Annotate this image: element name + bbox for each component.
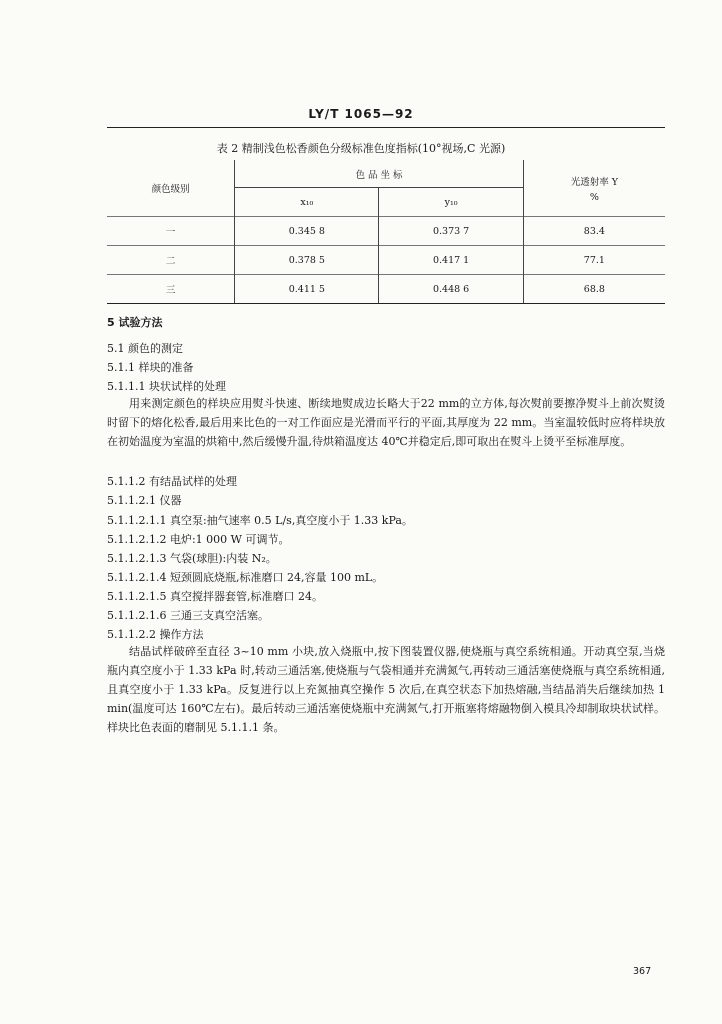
subsection-heading: 5.1 颜色的测定 — [107, 342, 183, 355]
list-item: 5.1.1.2.1.6 三通三支真空活塞。 — [107, 609, 269, 622]
list-item: 5.1.1.2.1.4 短颈圆底烧瓶,标准磨口 24,容量 100 mL。 — [107, 571, 384, 584]
subsection-heading: 5.1.1.2.1 仪器 — [107, 494, 182, 507]
page-number: 367 — [633, 966, 652, 977]
table-row — [107, 275, 665, 304]
table-caption: 表 2 精制浅色松香颜色分级标准色度指标(10°视场,C 光源) — [216, 142, 506, 155]
y-cell: 0.448 6 — [379, 275, 523, 304]
grade-cell: 三 — [107, 275, 235, 304]
list-item: 5.1.1.2.1.1 真空泵:抽气速率 0.5 L/s,真空度小于 1.33 kPa。 — [107, 514, 413, 527]
subsection-heading: 5.1.1 样块的准备 — [107, 361, 194, 374]
trans-cell: 83.4 — [523, 217, 665, 246]
section-heading: 5 试验方法 — [107, 316, 163, 329]
col-y-header: y₁₀ — [379, 188, 523, 217]
list-item: 5.1.1.2.1.2 电炉:1 000 W 可调节。 — [107, 533, 290, 546]
x-cell: 0.345 8 — [235, 217, 379, 246]
paragraph: 用来测定颜色的样块应用熨斗快速、断续地熨成边长略大于22 mm的立方体,每次熨前要擦净熨斗上前次熨烫时留下的熔化松香,最后用来比色的一对工作面应是光滑而平行的平面,其厚度为 22 mm。当室温较低时应将样块放在初始温度为室温的烘箱中,然后缓慢升温,待烘箱温度达 40℃并稳定后,即可取出在熨斗上烫平至标准厚度。 — [107, 397, 665, 448]
subsection-heading: 5.1.1.1 块状试样的处理 — [107, 380, 226, 393]
chroma-table — [107, 160, 665, 304]
table-row — [107, 246, 665, 275]
standard-header: LY/T 1065—92 — [308, 107, 414, 121]
grade-cell: 一 — [107, 217, 235, 246]
header-rule — [107, 127, 665, 128]
x-cell: 0.378 5 — [235, 246, 379, 275]
x-cell: 0.411 5 — [235, 275, 379, 304]
subsection-heading: 5.1.1.2.2 操作方法 — [107, 628, 204, 641]
paragraph: 结晶试样破碎至直径 3~10 mm 小块,放入烧瓶中,按下图装置仪器,使烧瓶与真空系统相通。开动真空泵,当烧瓶内真空度小于 1.33 kPa 时,转动三通活塞,使烧瓶与气袋相通并充满氮气,再转动三通活塞使烧瓶与真空系统相通,且真空度小于 1.33 kPa。反复进行以上充氮抽真空操作 5 次后,在真空状态下加热熔融,当结晶消失后继续加热 1 min(温度可达 160℃左右)。最后转动三通活塞使烧瓶中充满氮气,打开瓶塞将熔融物倒入模具冷却制取块状试样。样块比色表面的磨制见 5.1.1.1 条。 — [107, 645, 665, 734]
table-row — [107, 217, 665, 246]
col-trans-header: 光透射率 Y % — [523, 160, 665, 217]
grade-cell: 二 — [107, 246, 235, 275]
y-cell: 0.373 7 — [379, 217, 523, 246]
subsection-heading: 5.1.1.2 有结晶试样的处理 — [107, 475, 237, 488]
list-item: 5.1.1.2.1.5 真空搅拌器套管,标准磨口 24。 — [107, 590, 323, 603]
trans-cell: 77.1 — [523, 246, 665, 275]
trans-cell: 68.8 — [523, 275, 665, 304]
list-item: 5.1.1.2.1.3 气袋(球胆):内装 N₂。 — [107, 552, 277, 565]
col-x-header: x₁₀ — [235, 188, 379, 217]
y-cell: 0.417 1 — [379, 246, 523, 275]
col-grade-header: 颜色级别 — [151, 184, 190, 195]
col-chroma-header: 色 品 坐 标 — [235, 160, 524, 188]
